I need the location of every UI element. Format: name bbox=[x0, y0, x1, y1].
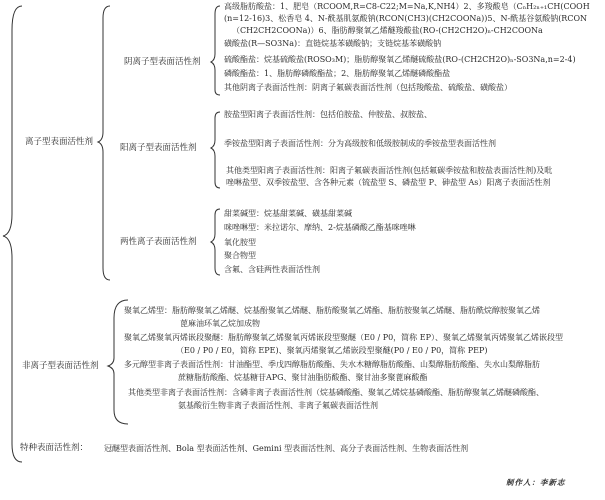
amphoteric-label: 两性离子表面活性剂 bbox=[120, 237, 197, 247]
nonionic-line: 多元醇型非离子表面活性剂：甘油酯型、季戊四醇脂肪酸酯、失水木糖醇脂肪酸酯、山梨醇脂肪酸酯、失水山梨醇脂肪 bbox=[124, 360, 540, 369]
anionic-line: 磷酸酯盐：1、脂肪醇磷酸酯盐；2、脂肪醇聚氧乙烯醚磷酸酯盐 bbox=[224, 69, 451, 78]
nonionic-line: 蓖麻油环氧乙烷加成物 bbox=[180, 319, 260, 328]
amphoteric-line: 甜菜碱型：烷基甜菜碱、磺基甜菜碱 bbox=[224, 209, 352, 218]
cationic-label: 阳离子型表面活性剂 bbox=[120, 143, 197, 153]
ionic-brace bbox=[98, 6, 110, 280]
cationic-line: 胺盐型阳离子表面活性剂：包括伯胺盐、仲胺盐、叔胺盐、 bbox=[224, 110, 432, 119]
amphoteric-brace bbox=[211, 209, 220, 275]
anionic-line: (n=12-16)3、松香皂 4、N-酰基肌氨酸钠(RCON(CH3)(CH2COONa))5、N-酰基谷氨酸钠(RCON bbox=[224, 14, 588, 23]
amphoteric-line: 含氟、含硅两性表面活性剂 bbox=[224, 265, 320, 274]
cationic-line: 唑啉盐型、双季铵盐型、含各种元素（锍盐型 S、磷盐型 P、砷盐型 As）阳离子表面活性剂 bbox=[226, 178, 551, 187]
anionic-label: 阴离子型表面活性剂 bbox=[124, 57, 201, 67]
root-brace bbox=[3, 6, 22, 462]
nonionic-line: 蔗糖脂肪酸酯、烷基糖苷APG、聚甘油脂肪酸酯、聚甘油多聚蓖麻酸酯 bbox=[178, 373, 428, 382]
anionic-line: 其他阴离子表面活性剂：阴离子氟碳表面活性剂（包括羧酸盐、硫酸盐、磺酸盐） bbox=[224, 83, 512, 92]
cationic-line: 季铵盐型阳离子表面活性剂：分为高级胺和低级胺制成的季铵盐型表面活性剂 bbox=[224, 139, 496, 148]
nonionic-line: 聚氧乙烯型：脂肪醇聚氧乙烯醚、烷基酚聚氧乙烯醚、脂肪酸聚氧乙烯酯、脂肪胺聚氧乙烯醚、脂肪酰烷醇胺聚氧乙烯 bbox=[124, 306, 540, 315]
anionic-line: 高级脂肪酸盐：1、肥皂（RCOOM,R=C8-C22;M=Na,K,NH4）2、多羧酸皂（CₙH₂ₙ₊₁CH(COOH bbox=[224, 2, 590, 11]
nonionic-label: 非离子型表面活性剂 bbox=[22, 361, 99, 371]
amphoteric-line: 聚合物型 bbox=[224, 251, 256, 260]
nonionic-line: 其他类型非离子表面活性剂：含磷非离子表面活性剂（烷基磷酸酯、聚氧乙烯烷基磷酸酯、脂肪醇聚氧乙烯醚磷酸酯、 bbox=[128, 388, 544, 397]
cationic-brace bbox=[211, 112, 220, 188]
amphoteric-line: 咪唑啉型：米拉诺尔、摩纳、2-烷基磷酸乙酯基咪唑啉 bbox=[224, 223, 416, 232]
nonionic-line: 聚氧乙烯聚氧丙烯嵌段聚醚：脂肪醇聚氧乙烯聚氧丙烯嵌段型聚醚（E0 / P0，简称 EP）、聚氧乙烯聚氧丙烯聚氧乙烯嵌段型 bbox=[124, 333, 563, 342]
nonionic-line: （E0 / P0 / E0，简称 EPE)、聚氧丙烯聚氧乙烯嵌段型聚醚(P0 / E0 / P0，简称 PEP) bbox=[176, 346, 488, 355]
anionic-line: 硫酸酯盐：烷基硫酸盐(ROSO₃M)；脂肪醇聚氧乙烯醚硫酸盐(RO-(CH2CH2O)ₙ-SO3Na,n=2-4) bbox=[224, 55, 576, 64]
anionic-brace bbox=[211, 6, 220, 95]
special-text: 冠醚型表面活性剂、Bola 型表面活性剂、Gemini 型表面活性剂、高分子表面活性剂、生物表面活性剂 bbox=[104, 444, 469, 453]
amphoteric-line: 氧化胺型 bbox=[224, 238, 256, 247]
anionic-line: 磺酸盐(R—SO3Na)：直链烷基苯磺酸钠；支链烷基苯磺酸钠 bbox=[224, 39, 442, 48]
ionic-label: 离子型表面活性剂 bbox=[25, 137, 94, 147]
author-signature: 制作人：李新志 bbox=[506, 478, 566, 487]
nonionic-line: 氨基酸衍生物非离子表面活性剂、非离子氟碳表面活性剂 bbox=[178, 401, 378, 410]
anionic-line: （CH2CH2COONa)）6、脂肪醇聚氧乙烯醚羧酸盐(RO-(CH2CH2O)ₙ-CH2COONa bbox=[232, 26, 543, 35]
special-label: 特种表面活性剂： bbox=[20, 443, 89, 453]
cationic-line: 其他类型阳离子表面活性剂：阳离子氟碳表面活性剂(包括氟碳季铵盐和胺盐表面活性剂)及吡 bbox=[226, 166, 553, 175]
